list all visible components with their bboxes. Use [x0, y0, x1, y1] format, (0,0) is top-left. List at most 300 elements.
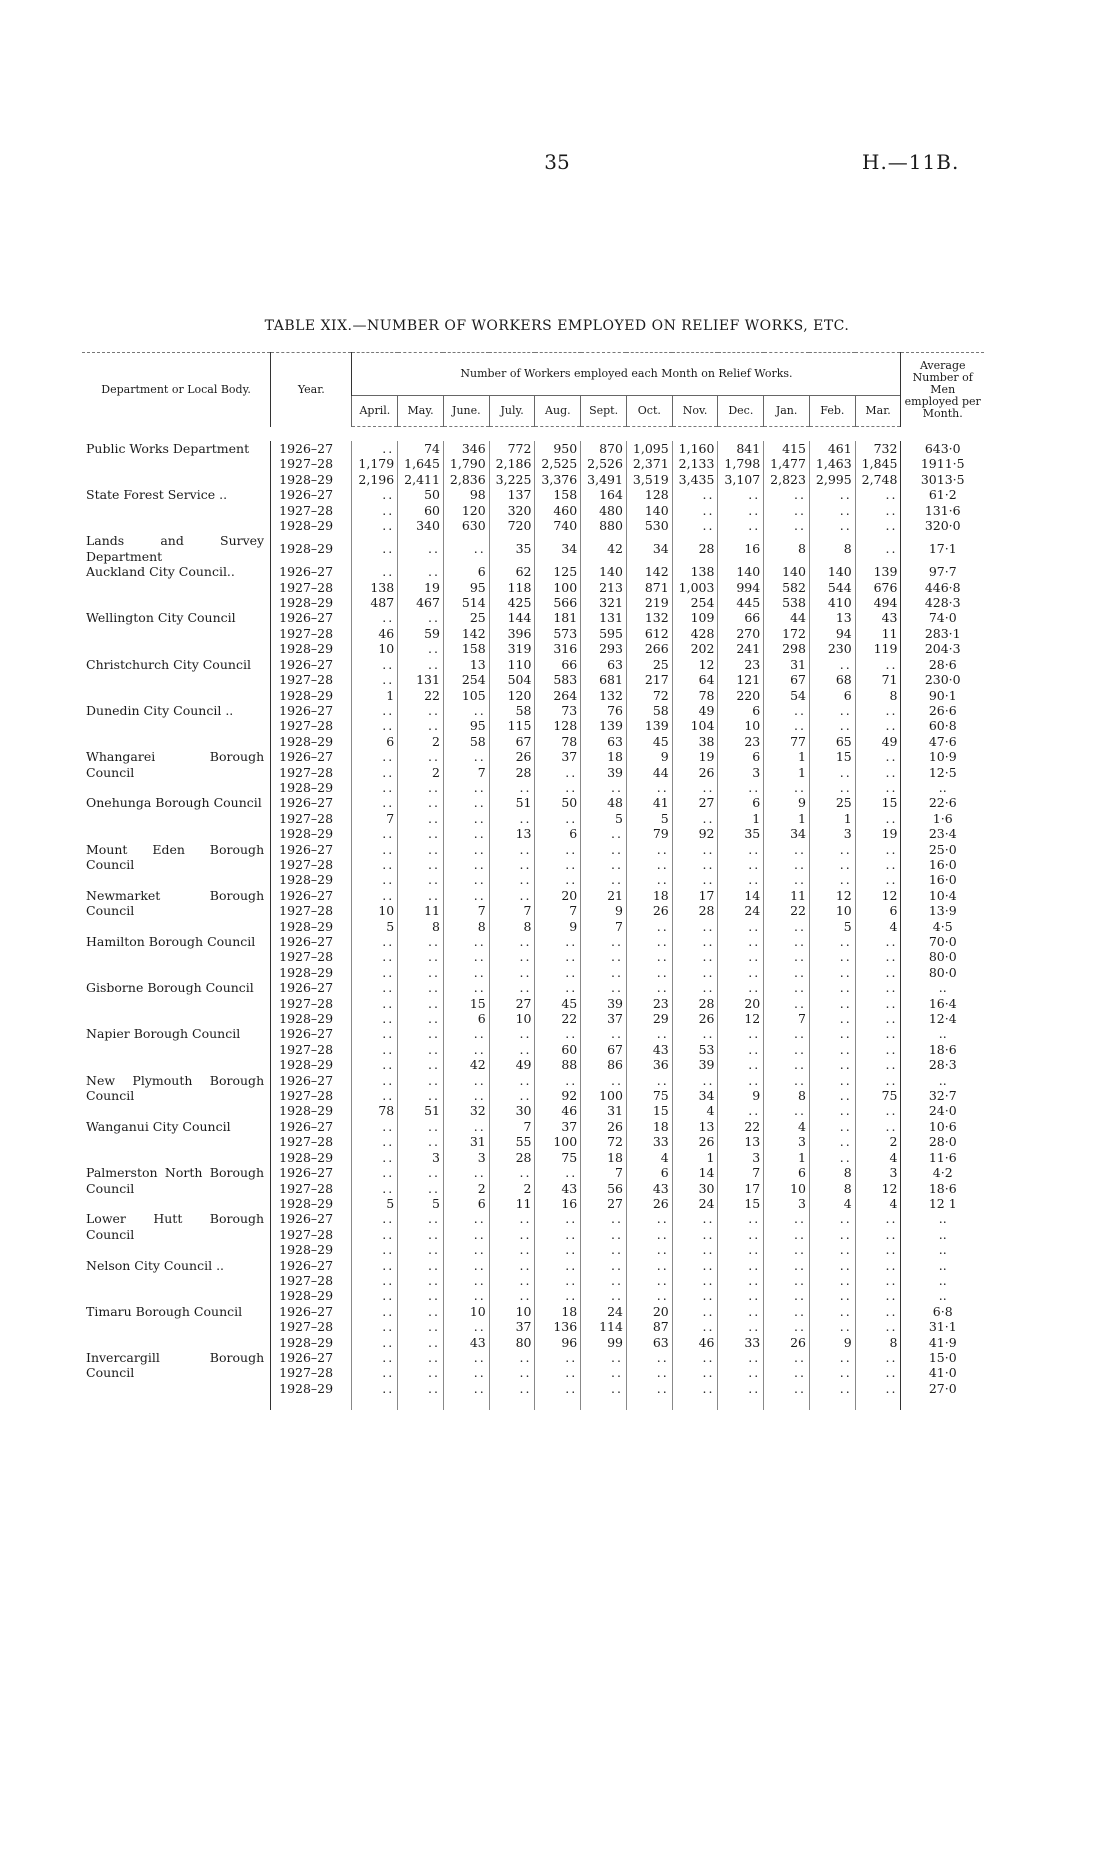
month-value-cell: ..: [398, 965, 444, 980]
month-value-cell: ..: [352, 1181, 398, 1196]
month-value-cell: ..: [489, 934, 535, 949]
month-value-cell: 1,160: [672, 441, 718, 456]
month-value-cell: 230: [809, 641, 855, 656]
month-value-cell: ..: [535, 872, 581, 887]
month-value-cell: 467: [398, 595, 444, 610]
month-value-cell: 64: [672, 672, 718, 687]
average-cell: ..: [901, 980, 984, 995]
average-cell: 643·0: [901, 441, 984, 456]
month-value-cell: 109: [672, 610, 718, 625]
year-cell: 1928–29: [271, 595, 352, 610]
month-value-cell: 9: [809, 1335, 855, 1350]
month-value-cell: ..: [352, 996, 398, 1011]
month-value-cell: ..: [535, 965, 581, 980]
month-value-cell: ..: [443, 703, 489, 718]
month-value-cell: 140: [809, 564, 855, 579]
month-value-cell: ..: [855, 1026, 901, 1041]
month-value-cell: 115: [489, 718, 535, 733]
month-value-cell: ..: [855, 1381, 901, 1396]
month-value-cell: ..: [718, 872, 764, 887]
month-value-cell: ..: [398, 1227, 444, 1242]
month-value-cell: ..: [672, 919, 718, 934]
year-cell: 1926–27: [271, 1119, 352, 1134]
month-value-cell: ..: [581, 949, 627, 964]
month-value-cell: 59: [398, 626, 444, 641]
month-value-cell: ..: [352, 888, 398, 903]
month-value-cell: 37: [535, 1119, 581, 1134]
month-value-cell: ..: [443, 1026, 489, 1041]
month-value-cell: ..: [443, 1350, 489, 1365]
month-value-cell: 68: [809, 672, 855, 687]
month-value-cell: 34: [672, 1088, 718, 1103]
average-cell: 41·9: [901, 1335, 984, 1350]
month-value-cell: ..: [398, 1073, 444, 1088]
month-value-cell: ..: [672, 872, 718, 887]
year-cell: 1926–27: [271, 441, 352, 456]
month-value-cell: ..: [352, 965, 398, 980]
year-cell: 1926–27: [271, 610, 352, 625]
month-value-cell: 62: [489, 564, 535, 579]
month-value-cell: ..: [672, 1026, 718, 1041]
month-value-cell: ..: [352, 487, 398, 502]
month-value-cell: ..: [855, 533, 901, 564]
month-value-cell: ..: [855, 1073, 901, 1088]
month-value-cell: ..: [855, 934, 901, 949]
month-value-cell: ..: [809, 503, 855, 518]
month-value-cell: ..: [352, 1134, 398, 1149]
average-cell: 428·3: [901, 595, 984, 610]
month-value-cell: ..: [398, 857, 444, 872]
month-value-cell: ..: [489, 1073, 535, 1088]
month-value-cell: 28: [489, 765, 535, 780]
month-value-cell: 39: [581, 996, 627, 1011]
year-cell: 1927–28: [271, 811, 352, 826]
month-value-cell: 2,525: [535, 456, 581, 471]
month-value-cell: ..: [398, 1119, 444, 1134]
month-value-cell: ..: [398, 1288, 444, 1303]
month-value-cell: 26: [581, 1119, 627, 1134]
month-value-cell: ..: [443, 1319, 489, 1334]
year-cell: 1926–27: [271, 1073, 352, 1088]
department-name: Whangarei Borough Council: [86, 749, 265, 780]
header-month: Oct.: [626, 396, 672, 427]
month-value-cell: ..: [626, 1288, 672, 1303]
month-value-cell: ..: [809, 980, 855, 995]
month-value-cell: ..: [855, 503, 901, 518]
department-name: Timaru Borough Council: [86, 1303, 243, 1319]
month-value-cell: 29: [626, 1011, 672, 1026]
month-value-cell: 6: [855, 903, 901, 918]
month-value-cell: ..: [718, 1365, 764, 1380]
month-value-cell: ..: [352, 1258, 398, 1273]
month-value-cell: ..: [809, 1319, 855, 1334]
month-value-cell: ..: [398, 795, 444, 810]
year-cell: 1926–27: [271, 888, 352, 903]
month-value-cell: ..: [626, 842, 672, 857]
year-cell: 1927–28: [271, 580, 352, 595]
month-value-cell: 2,371: [626, 456, 672, 471]
month-value-cell: ..: [352, 1242, 398, 1257]
table-row: [82, 533, 984, 564]
month-value-cell: ..: [855, 965, 901, 980]
year-cell: 1927–28: [271, 1134, 352, 1149]
year-cell: 1927–28: [271, 1273, 352, 1288]
month-value-cell: ..: [398, 811, 444, 826]
month-value-cell: ..: [443, 826, 489, 841]
month-value-cell: 12: [855, 1181, 901, 1196]
month-value-cell: 573: [535, 626, 581, 641]
month-value-cell: ..: [718, 1227, 764, 1242]
month-value-cell: ..: [352, 1165, 398, 1180]
year-cell: 1927–28: [271, 718, 352, 733]
month-value-cell: 4: [809, 1196, 855, 1211]
month-value-cell: 19: [672, 749, 718, 764]
month-value-cell: 50: [535, 795, 581, 810]
month-value-cell: ..: [581, 826, 627, 841]
month-value-cell: ..: [855, 1057, 901, 1072]
month-value-cell: 44: [626, 765, 672, 780]
month-value-cell: ..: [764, 965, 810, 980]
header-department: Department or Local Body.: [101, 382, 251, 396]
month-value-cell: 10: [489, 1011, 535, 1026]
month-value-cell: ..: [764, 872, 810, 887]
average-cell: ..: [901, 1273, 984, 1288]
year-cell: 1926–27: [271, 934, 352, 949]
table-row: [82, 564, 984, 579]
year-cell: 1927–28: [271, 1319, 352, 1334]
month-value-cell: ..: [809, 1150, 855, 1165]
month-value-cell: 425: [489, 595, 535, 610]
header-month: Dec.: [718, 396, 764, 427]
month-value-cell: ..: [855, 1119, 901, 1134]
month-value-cell: 6: [718, 703, 764, 718]
table-row: [82, 1026, 984, 1041]
month-value-cell: 138: [672, 564, 718, 579]
month-value-cell: 77: [764, 734, 810, 749]
month-value-cell: 2: [398, 734, 444, 749]
average-cell: 16·0: [901, 872, 984, 887]
month-value-cell: 8: [764, 533, 810, 564]
department-name: New Plymouth Borough Council: [86, 1072, 265, 1104]
month-value-cell: 24: [718, 903, 764, 918]
month-value-cell: ..: [718, 1057, 764, 1072]
month-value-cell: ..: [398, 1211, 444, 1226]
month-value-cell: 428: [672, 626, 718, 641]
month-value-cell: 56: [581, 1181, 627, 1196]
month-value-cell: 320: [489, 503, 535, 518]
month-value-cell: ..: [764, 718, 810, 733]
month-value-cell: ..: [489, 980, 535, 995]
year-cell: 1926–27: [271, 1258, 352, 1273]
month-value-cell: ..: [672, 1304, 718, 1319]
month-value-cell: 9: [718, 1088, 764, 1103]
year-cell: 1927–28: [271, 1227, 352, 1242]
month-value-cell: ..: [489, 1258, 535, 1273]
month-value-cell: 87: [626, 1319, 672, 1334]
month-value-cell: ..: [398, 641, 444, 656]
year-cell: 1926–27: [271, 749, 352, 764]
month-value-cell: 18: [581, 749, 627, 764]
month-value-cell: 9: [626, 749, 672, 764]
month-value-cell: 80: [489, 1335, 535, 1350]
page-number: 35: [544, 150, 570, 174]
month-value-cell: ..: [764, 1350, 810, 1365]
month-value-cell: ..: [581, 780, 627, 795]
month-value-cell: ..: [855, 1258, 901, 1273]
table-row: [82, 703, 984, 718]
month-value-cell: 15: [626, 1103, 672, 1118]
month-value-cell: 118: [489, 580, 535, 595]
month-value-cell: 60: [535, 1042, 581, 1057]
month-value-cell: 131: [398, 672, 444, 687]
month-value-cell: 6: [443, 1196, 489, 1211]
month-value-cell: 10: [352, 903, 398, 918]
average-cell: 1911·5: [901, 456, 984, 471]
month-value-cell: 772: [489, 441, 535, 456]
month-value-cell: ..: [718, 980, 764, 995]
month-value-cell: ..: [352, 980, 398, 995]
month-value-cell: ..: [352, 857, 398, 872]
month-value-cell: ..: [855, 1242, 901, 1257]
average-cell: 131·6: [901, 503, 984, 518]
month-value-cell: ..: [398, 610, 444, 625]
month-value-cell: 53: [672, 1042, 718, 1057]
month-value-cell: ..: [398, 842, 444, 857]
month-value-cell: 95: [443, 718, 489, 733]
month-value-cell: 14: [672, 1165, 718, 1180]
month-value-cell: 72: [626, 688, 672, 703]
month-value-cell: 128: [535, 718, 581, 733]
table-body: [82, 427, 984, 1411]
month-value-cell: ..: [443, 965, 489, 980]
month-value-cell: ..: [626, 1350, 672, 1365]
table-row: [82, 1165, 984, 1180]
month-value-cell: 39: [581, 765, 627, 780]
month-value-cell: 100: [581, 1088, 627, 1103]
month-value-cell: 37: [489, 1319, 535, 1334]
year-cell: 1928–29: [271, 965, 352, 980]
month-value-cell: 28: [672, 533, 718, 564]
month-value-cell: ..: [581, 1073, 627, 1088]
month-value-cell: ..: [672, 1242, 718, 1257]
month-value-cell: 31: [443, 1134, 489, 1149]
month-value-cell: ..: [855, 1288, 901, 1303]
average-cell: 11·6: [901, 1150, 984, 1165]
department-name: Invercargill Borough Council: [86, 1349, 265, 1381]
month-value-cell: ..: [626, 1381, 672, 1396]
average-cell: 26·6: [901, 703, 984, 718]
month-value-cell: ..: [718, 1073, 764, 1088]
month-value-cell: 9: [581, 903, 627, 918]
month-value-cell: ..: [764, 1242, 810, 1257]
average-cell: 15·0: [901, 1350, 984, 1365]
month-value-cell: 39: [672, 1057, 718, 1072]
month-value-cell: ..: [443, 872, 489, 887]
month-value-cell: 46: [352, 626, 398, 641]
month-value-cell: 8: [443, 919, 489, 934]
year-cell: 1927–28: [271, 1365, 352, 1380]
month-value-cell: ..: [581, 934, 627, 949]
month-value-cell: 164: [581, 487, 627, 502]
month-value-cell: 138: [352, 580, 398, 595]
month-value-cell: ..: [809, 934, 855, 949]
month-value-cell: ..: [443, 1258, 489, 1273]
month-value-cell: ..: [764, 1381, 810, 1396]
department-name: State Forest Service ..: [86, 487, 228, 503]
month-value-cell: ..: [535, 857, 581, 872]
month-value-cell: 11: [398, 903, 444, 918]
month-value-cell: 396: [489, 626, 535, 641]
month-value-cell: 1: [672, 1150, 718, 1165]
average-cell: 4·5: [901, 919, 984, 934]
month-value-cell: ..: [764, 1073, 810, 1088]
month-value-cell: 316: [535, 641, 581, 656]
month-value-cell: 26: [672, 765, 718, 780]
month-value-cell: ..: [352, 1057, 398, 1072]
table-row: [82, 980, 984, 995]
average-cell: 60·8: [901, 718, 984, 733]
department-name: Lands and Survey Department: [86, 533, 265, 564]
year-cell: 1927–28: [271, 1181, 352, 1196]
month-value-cell: 76: [581, 703, 627, 718]
month-value-cell: ..: [581, 1211, 627, 1226]
month-value-cell: ..: [398, 1242, 444, 1257]
month-value-cell: ..: [489, 811, 535, 826]
month-value-cell: ..: [626, 780, 672, 795]
month-value-cell: 346: [443, 441, 489, 456]
month-value-cell: 3,225: [489, 472, 535, 487]
month-value-cell: 22: [764, 903, 810, 918]
month-value-cell: 125: [535, 564, 581, 579]
month-value-cell: 41: [626, 795, 672, 810]
month-value-cell: 63: [581, 734, 627, 749]
month-value-cell: ..: [398, 1350, 444, 1365]
month-value-cell: 841: [718, 441, 764, 456]
month-value-cell: ..: [398, 1057, 444, 1072]
month-value-cell: ..: [352, 1365, 398, 1380]
month-value-cell: 213: [581, 580, 627, 595]
month-value-cell: ..: [352, 1026, 398, 1041]
month-value-cell: 5: [626, 811, 672, 826]
month-value-cell: ..: [352, 1011, 398, 1026]
month-value-cell: 415: [764, 441, 810, 456]
table-row: [82, 888, 984, 903]
month-value-cell: ..: [764, 487, 810, 502]
month-value-cell: ..: [398, 1381, 444, 1396]
department-name: Dunedin City Council ..: [86, 702, 234, 718]
month-value-cell: 410: [809, 595, 855, 610]
month-value-cell: ..: [809, 1026, 855, 1041]
month-value-cell: ..: [855, 518, 901, 533]
year-cell: 1928–29: [271, 872, 352, 887]
header-average: Average Number of Men employed per Month.: [901, 353, 984, 427]
month-value-cell: ..: [535, 1073, 581, 1088]
month-value-cell: 1,095: [626, 441, 672, 456]
average-cell: 80·0: [901, 965, 984, 980]
month-value-cell: ..: [809, 965, 855, 980]
month-value-cell: ..: [443, 749, 489, 764]
average-cell: 22·6: [901, 795, 984, 810]
month-value-cell: ..: [764, 980, 810, 995]
month-value-cell: 3: [764, 1134, 810, 1149]
month-value-cell: ..: [489, 1165, 535, 1180]
month-value-cell: 241: [718, 641, 764, 656]
month-value-cell: 2: [443, 1181, 489, 1196]
month-value-cell: 681: [581, 672, 627, 687]
month-value-cell: ..: [626, 949, 672, 964]
month-value-cell: ..: [535, 765, 581, 780]
month-value-cell: 12: [855, 888, 901, 903]
average-cell: 16·4: [901, 996, 984, 1011]
month-value-cell: ..: [809, 1258, 855, 1273]
year-cell: 1928–29: [271, 518, 352, 533]
month-value-cell: ..: [581, 842, 627, 857]
month-value-cell: 45: [626, 734, 672, 749]
month-value-cell: 42: [443, 1057, 489, 1072]
month-value-cell: 20: [718, 996, 764, 1011]
month-value-cell: 3,435: [672, 472, 718, 487]
month-value-cell: 630: [443, 518, 489, 533]
month-value-cell: ..: [535, 949, 581, 964]
month-value-cell: ..: [626, 1365, 672, 1380]
month-value-cell: ..: [718, 1304, 764, 1319]
month-value-cell: ..: [855, 703, 901, 718]
month-value-cell: 10: [352, 641, 398, 656]
month-value-cell: 55: [489, 1134, 535, 1149]
month-value-cell: ..: [809, 1073, 855, 1088]
month-value-cell: ..: [718, 842, 764, 857]
month-value-cell: ..: [718, 1242, 764, 1257]
month-value-cell: ..: [626, 965, 672, 980]
month-value-cell: 33: [718, 1335, 764, 1350]
month-value-cell: 140: [626, 503, 672, 518]
year-cell: 1926–27: [271, 1304, 352, 1319]
average-cell: ..: [901, 1073, 984, 1088]
month-value-cell: ..: [809, 949, 855, 964]
table-row: [82, 657, 984, 672]
average-cell: 3013·5: [901, 472, 984, 487]
month-value-cell: 95: [443, 580, 489, 595]
month-value-cell: 22: [535, 1011, 581, 1026]
table-row: [82, 1350, 984, 1365]
month-value-cell: 140: [764, 564, 810, 579]
month-value-cell: ..: [809, 1211, 855, 1226]
month-value-cell: 8: [809, 1165, 855, 1180]
table-title: TABLE XIX.—NUMBER OF WORKERS EMPLOYED ON RELIEF WORKS, ETC.: [264, 318, 850, 334]
month-value-cell: ..: [352, 1119, 398, 1134]
month-value-cell: 4: [855, 1196, 901, 1211]
month-value-cell: ..: [581, 1288, 627, 1303]
average-cell: 17·1: [901, 533, 984, 564]
month-value-cell: 144: [489, 610, 535, 625]
month-value-cell: 65: [809, 734, 855, 749]
month-value-cell: ..: [581, 1242, 627, 1257]
month-value-cell: 15: [718, 1196, 764, 1211]
month-value-cell: 5: [352, 1196, 398, 1211]
average-cell: 90·1: [901, 688, 984, 703]
header-year: Year.: [271, 353, 352, 427]
month-value-cell: 5: [352, 919, 398, 934]
month-value-cell: ..: [809, 842, 855, 857]
month-value-cell: ..: [718, 919, 764, 934]
month-value-cell: 6: [718, 749, 764, 764]
month-value-cell: 8: [489, 919, 535, 934]
month-value-cell: 63: [626, 1335, 672, 1350]
average-cell: 18·6: [901, 1181, 984, 1196]
header-month: Aug.: [535, 396, 581, 427]
month-value-cell: ..: [855, 718, 901, 733]
month-value-cell: 21: [581, 888, 627, 903]
